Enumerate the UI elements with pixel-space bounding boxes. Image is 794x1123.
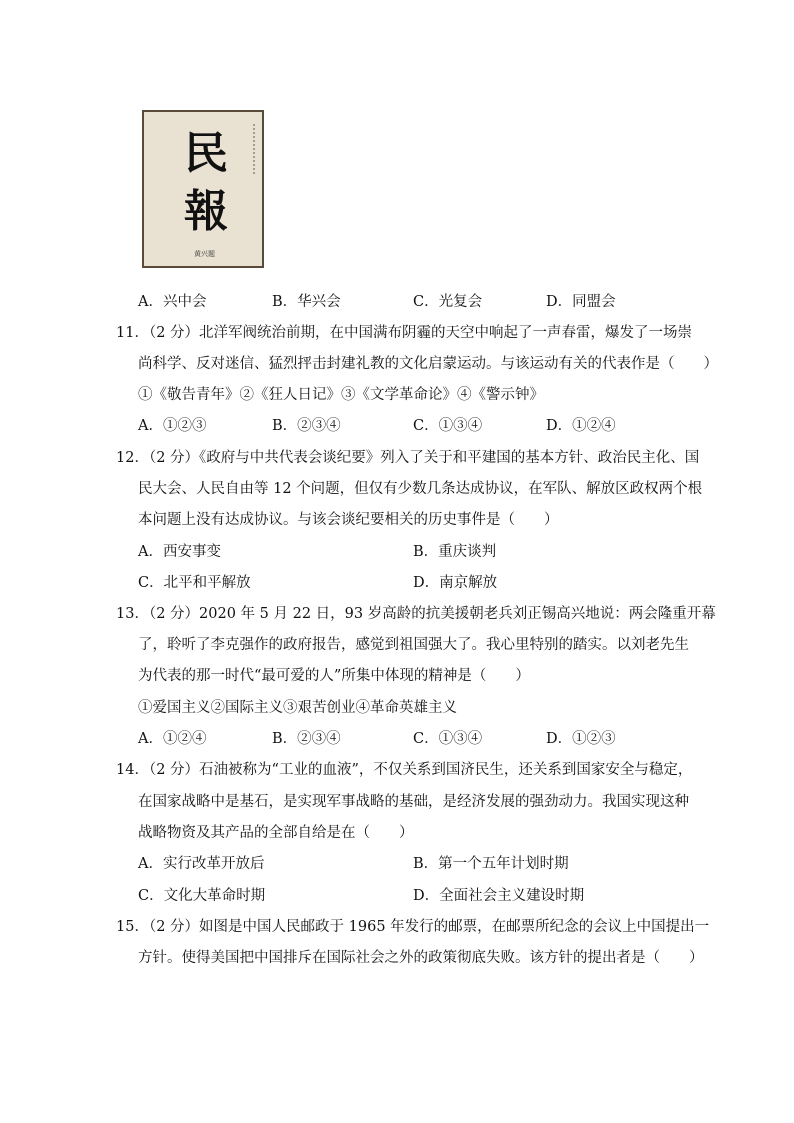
q10-option-c: C．光复会 <box>413 294 483 310</box>
q11-option-c: C．①③④ <box>413 418 483 434</box>
q15-stem-line-2: 方针。使得美国把中国排斥在国际社会之外的政策彻底失败。该方针的提出者是（ ） <box>138 950 704 966</box>
q13-statements: ①爱国主义②国际主义③艰苦创业④革命英雄主义 <box>138 700 457 716</box>
q10-option-b: B．华兴会 <box>272 294 341 310</box>
minbao-cover-image <box>142 110 264 268</box>
q11-stem-line-1: 11．（2 分）北洋军阀统治前期，在中国满布阴霾的天空中响起了一声春雷，爆发了一场崇 <box>116 325 693 341</box>
q13-option-d: D．①②③ <box>546 731 616 747</box>
q14-stem-line-1: 14．（2 分）石油被称为“工业的血液”，不仅关系到国济民生，还关系到国家安全与稳定， <box>116 762 693 778</box>
q10-option-d: D．同盟会 <box>546 294 616 310</box>
q14-option-d: D．全面社会主义建设时期 <box>413 888 585 904</box>
q14-stem-line-2: 在国家战略中是基石，是实现军事战略的基础，是经济发展的强劲动力。我国实现这种 <box>138 794 689 810</box>
q11-option-b: B．②③④ <box>272 418 341 434</box>
q12-option-b: B．重庆谈判 <box>413 544 497 560</box>
q10-option-a: A．兴中会 <box>138 294 207 310</box>
cover-caption: 黄兴题 <box>194 250 215 258</box>
q11-statements: ①《敬告青年》②《狂人日记》③《文学革命论》④《警示钟》 <box>138 387 544 403</box>
q11-option-a: A．①②③ <box>138 418 207 434</box>
q12-stem-line-2: 民大会、人民自由等 12 个问题，但仅有少数几条达成协议，在军队、解放区政权两个根 <box>138 481 703 497</box>
q14-option-b: B．第一个五年计划时期 <box>413 856 569 872</box>
q12-option-a: A．西安事变 <box>138 544 221 560</box>
q13-stem-line-1: 13．（2 分）2020 年 5 月 22 日，93 岁高龄的抗美援朝老兵刘正锡高兴地说：两会隆重开幕 <box>116 606 716 622</box>
q14-option-a: A．实行改革开放后 <box>138 856 265 872</box>
q12-stem-line-3: 本问题上没有达成协议。与该会谈纪要相关的历史事件是（ ） <box>138 512 559 528</box>
cover-side-text-decoration <box>252 124 256 176</box>
q14-option-c: C．文化大革命时期 <box>138 888 266 904</box>
q11-stem-line-2: 尚科学、反对迷信、猛烈抨击封建礼教的文化启蒙运动。与该运动有关的代表作是（ ） <box>138 356 718 372</box>
q11-option-d: D．①②④ <box>546 418 616 434</box>
q13-option-a: A．①②④ <box>138 731 207 747</box>
q15-stem-line-1: 15．（2 分）如图是中国人民邮政于 1965 年发行的邮票，在邮票所纪念的会议上中国提出一 <box>116 919 710 935</box>
cover-char-bao: 報 <box>184 186 228 237</box>
q12-stem-line-1: 12．（2 分）《政府与中共代表会谈纪要》列入了关于和平建国的基本方针、政治民主化、国 <box>116 450 700 466</box>
q13-stem-line-2: 了，聆听了李克强作的政府报告，感觉到祖国强大了。我心里特别的踏实。以刘老先生 <box>138 637 689 653</box>
cover-char-min: 民 <box>184 128 228 179</box>
q13-option-c: C．①③④ <box>413 731 483 747</box>
q13-stem-line-3: 为代表的那一时代“最可爱的人”所集中体现的精神是（ ） <box>138 668 530 684</box>
q12-option-d: D．南京解放 <box>413 575 498 591</box>
q14-stem-line-3: 战略物资及其产品的全部自给是在（ ） <box>138 825 414 841</box>
q13-option-b: B．②③④ <box>272 731 341 747</box>
q12-option-c: C．北平和平解放 <box>138 575 251 591</box>
